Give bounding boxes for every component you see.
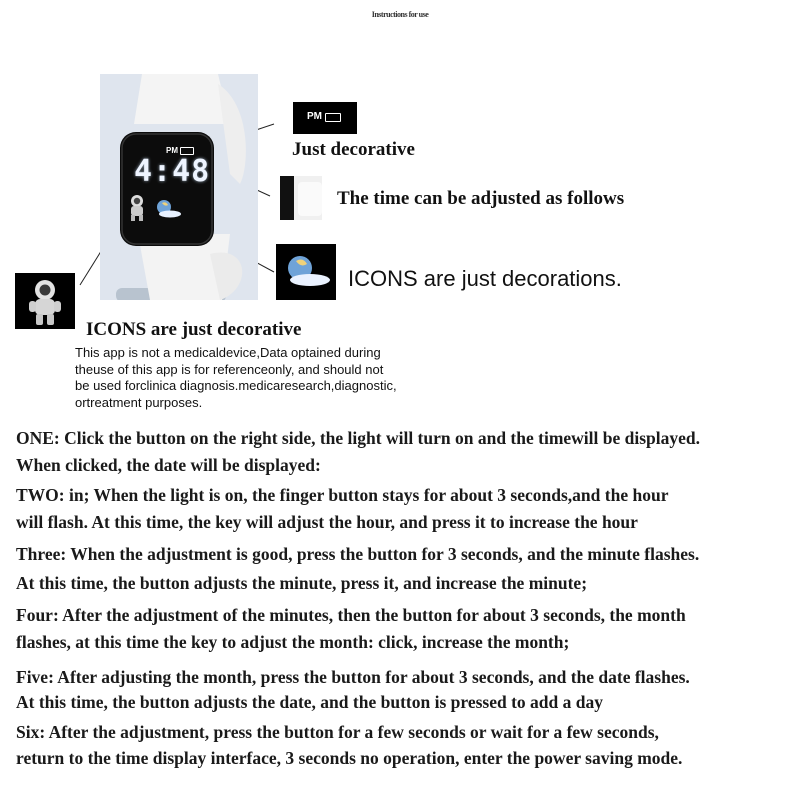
smartwatch-photo	[100, 74, 258, 300]
astronaut-icon	[126, 194, 148, 222]
step-three-line-2: At this time, the button adjusts the minute, press it, and increase the minute;	[16, 573, 588, 593]
watch-time: 4:48	[134, 154, 211, 189]
step-four-line-2: flashes, at this time the key to adjust the month: click, increase the month;	[16, 632, 570, 652]
strap-edge	[298, 182, 322, 216]
callout-time-adjust: The time can be adjusted as follows	[337, 188, 625, 209]
astronaut-thumb-icon	[15, 273, 75, 329]
battery-thumb-icon	[325, 113, 341, 122]
step-three-line-1: Three: When the adjustment is good, press the button for 3 seconds, and the minute flashes.	[16, 544, 700, 564]
step-five-line-1: Five: After adjusting the month, press the button for about 3 seconds, and the date flashes.	[16, 667, 690, 687]
indicator-thumbnail	[293, 102, 357, 134]
step-one-line-2: When clicked, the date will be displayed:	[16, 455, 321, 475]
astronaut-thumbnail	[15, 273, 75, 329]
step-six-line-1: Six: After the adjustment, press the button for a few seconds or wait for a few seconds,	[16, 722, 659, 742]
disclaimer-line: theuse of this app is for referenceonly, and should not	[75, 361, 384, 377]
medical-disclaimer	[75, 345, 485, 411]
callout-icons-decorations: ICONS are just decorations.	[348, 266, 622, 291]
disclaimer-line: ortreatment purposes.	[75, 394, 203, 410]
planet-icon	[154, 198, 182, 222]
step-two-line-1: TWO: in; When the light is on, the finger button stays for about 3 seconds,and the hour	[16, 485, 669, 505]
side-button-icon	[280, 176, 294, 220]
callout-just-decorative: Just decorative	[292, 139, 415, 160]
planet-thumb-icon	[276, 244, 336, 300]
page-title: Instructions for use	[371, 10, 429, 19]
step-six-line-2: return to the time display interface, 3 seconds no operation, enter the power saving mode.	[16, 748, 683, 768]
planet-thumbnail	[276, 244, 336, 300]
step-four-line-1: Four: After the adjustment of the minutes, then the button for about 3 seconds, the month	[16, 605, 686, 625]
side-button-thumbnail	[280, 176, 322, 220]
indicator-thumb-label: PM	[307, 111, 322, 122]
callout-icons-decorative: ICONS are just decorative	[86, 319, 302, 340]
disclaimer-line: This app is not a medicaldevice,Data optained during	[75, 345, 381, 360]
watch-indicator: PM	[166, 146, 178, 155]
step-two-line-2: will flash. At this time, the key will adjust the hour, and press it to increase the hour	[16, 512, 638, 532]
step-one-line-1: ONE: Click the button on the right side, the light will turn on and the timewill be displayed.	[16, 428, 701, 448]
step-five-line-2: At this time, the button adjusts the date, and the button is pressed to add a day	[16, 692, 603, 712]
disclaimer-line: be used forclinica diagnosis.medicaresearch,diagnostic,	[75, 378, 397, 393]
